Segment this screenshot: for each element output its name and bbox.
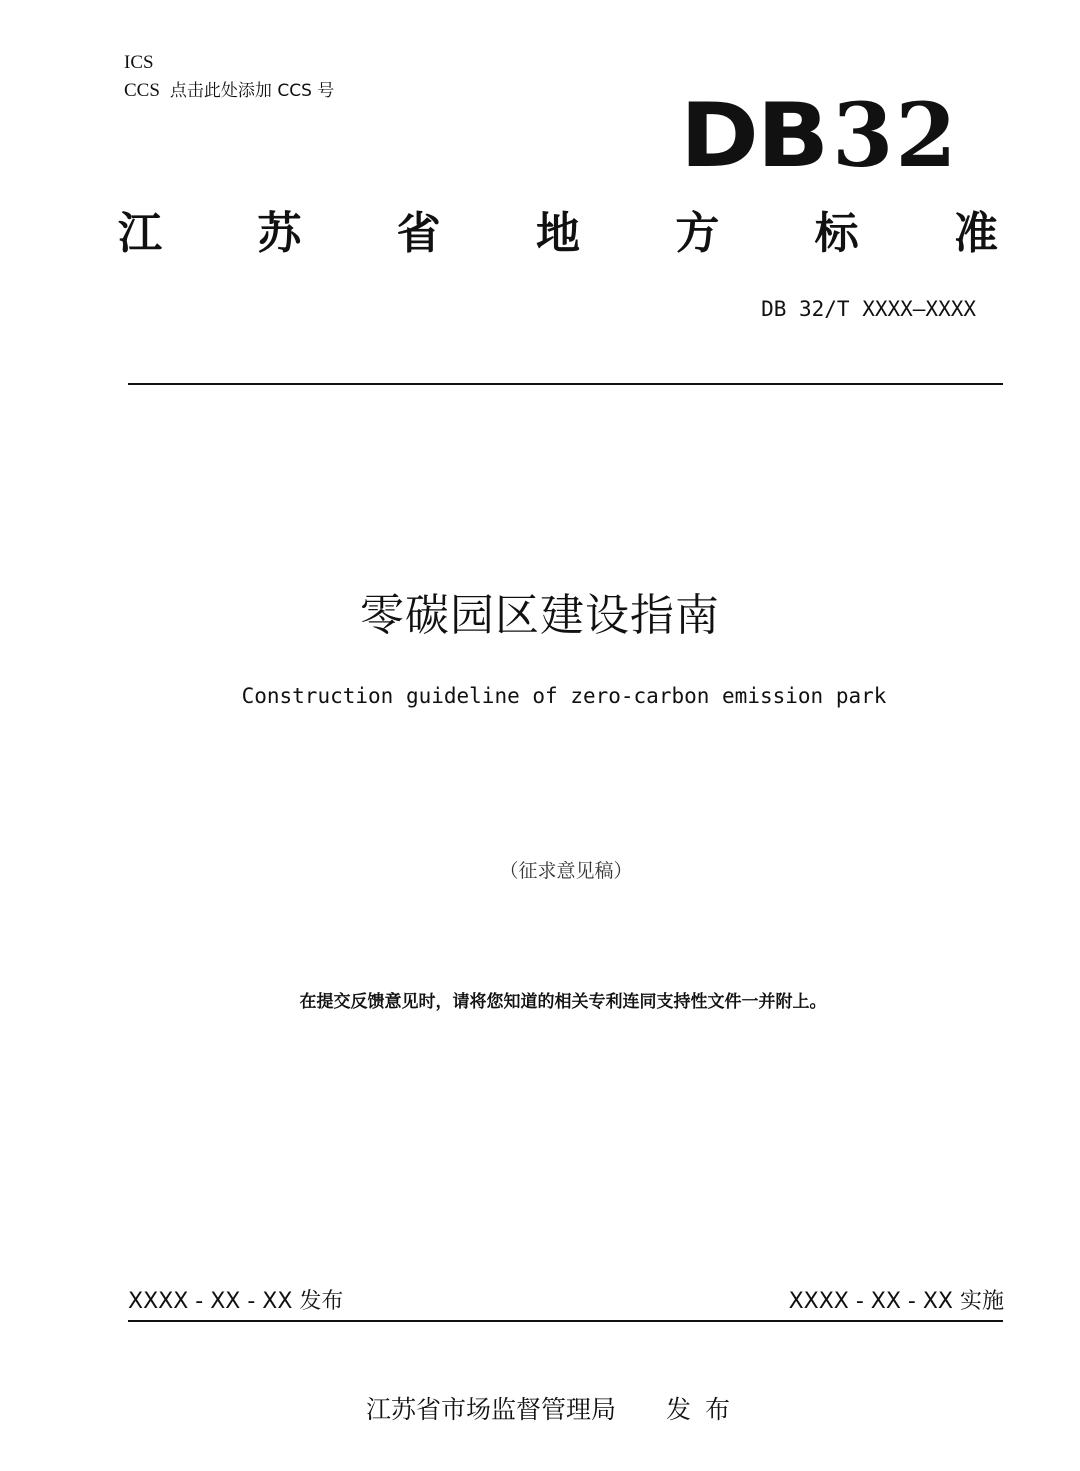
title-char: 苏 (257, 208, 302, 259)
ccs-label: CCS (124, 80, 160, 101)
publisher-name: 江苏省市场监督管理局 (366, 1395, 617, 1424)
province-standard-title (118, 206, 998, 262)
title-char: 地 (535, 208, 580, 259)
patent-feedback-note: 在提交反馈意见时，请将您知道的相关专利连同支持性文件一并附上。 (299, 992, 827, 1012)
top-divider (128, 383, 1003, 385)
bottom-divider (128, 1320, 1003, 1322)
title-char: 省 (396, 208, 441, 259)
db32-logo (680, 83, 959, 187)
title-char: 方 (675, 208, 720, 259)
title-char: 准 (953, 208, 998, 259)
title-char: 江 (118, 208, 162, 259)
implementation-date: XXXX - XX - XX 实施 (788, 1289, 1004, 1314)
ics-label: ICS (124, 52, 154, 73)
publisher-line (366, 1394, 744, 1426)
ccs-line (124, 80, 334, 102)
document-title-english: Construction guideline of zero-carbon emission park (241, 684, 887, 708)
standard-number: DB 32/T XXXX—XXXX (761, 297, 976, 321)
issue-date: XXXX - XX - XX 发布 (128, 1289, 344, 1314)
title-char: 标 (814, 208, 859, 259)
logo-number: 32 (832, 83, 959, 187)
document-title-chinese: 零碳园区建设指南 (360, 590, 720, 641)
logo-letters: DB (680, 84, 828, 187)
draft-status-note: （征求意见稿） (499, 860, 633, 882)
publisher-action: 发布 (666, 1395, 745, 1424)
ccs-placeholder[interactable]: 点击此处添加 CCS 号 (169, 81, 335, 101)
